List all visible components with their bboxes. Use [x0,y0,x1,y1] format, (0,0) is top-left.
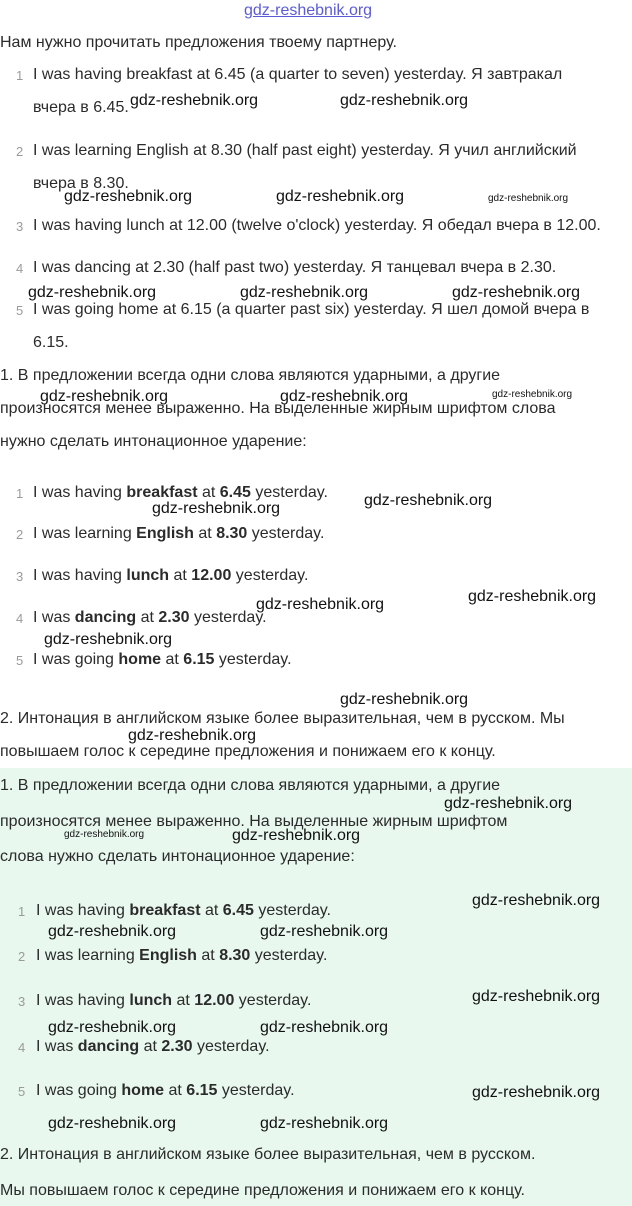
list-number: 1 [18,904,26,919]
stressed-sentence: I was dancing at 2.30 yesterday. [36,1038,270,1055]
watermark: gdz-reshebnik.org [472,892,601,909]
list-number: 3 [16,219,24,234]
rule-text: 2. Интонация в английском языке более выразительная, чем в русском. Мы [0,710,565,727]
sentence-line: 6.15. [33,334,69,351]
watermark: gdz-reshebnik.org [130,92,259,109]
watermark: gdz-reshebnik.org [256,596,385,613]
watermark: gdz-reshebnik.org [260,1019,389,1036]
stressed-sentence: I was learning English at 8.30 yesterday. [33,525,325,542]
watermark: gdz-reshebnik.org [44,631,173,648]
sentence-line: I was dancing at 2.30 (half past two) yesterday. Я танцевал вчера в 2.30. [33,259,557,276]
list-number: 1 [16,486,24,501]
sentence-line: I was having breakfast at 6.45 (a quarter to seven) yesterday. Я завтракал [33,66,563,83]
rule-text: Мы повышаем голос к середине предложения и понижаем его к концу. [0,1182,525,1199]
watermark: gdz-reshebnik.org [260,1115,389,1132]
list-number: 4 [18,1040,26,1055]
rule-text: повышаем голос к середине предложения и понижаем его к концу. [0,743,496,760]
watermark: gdz-reshebnik.org [340,92,469,109]
intro-text: Нам нужно прочитать предложения твоему партнеру. [0,34,397,51]
list-number: 5 [16,303,24,318]
rule-text: слова нужно сделать интонационное ударение: [0,848,355,865]
sentence-line: I was learning English at 8.30 (half past eight) yesterday. Я учил английский [33,142,577,159]
rule-text: произносятся менее выраженно. На выделенные жирным шрифтом слова [0,400,556,417]
stressed-sentence: I was going home at 6.15 yesterday. [33,651,292,668]
list-number: 2 [16,527,24,542]
watermark: gdz-reshebnik.org [28,284,157,301]
watermark: gdz-reshebnik.org [64,829,145,840]
sentence-line: I was going home at 6.15 (a quarter past six) yesterday. Я шел домой вчера в [33,301,590,318]
rule-text: 1. В предложении всегда одни слова являются ударными, а другие [0,777,501,794]
list-number: 3 [16,569,24,584]
watermark: gdz-reshebnik.org [128,727,257,744]
watermark: gdz-reshebnik.org [452,284,581,301]
watermark: gdz-reshebnik.org [240,284,369,301]
rule-text: 2. Интонация в английском языке более выразительная, чем в русском. [0,1146,536,1163]
list-number: 2 [18,949,26,964]
watermark: gdz-reshebnik.org [340,691,469,708]
watermark: gdz-reshebnik.org [472,1084,601,1101]
stressed-sentence: I was having breakfast at 6.45 yesterday. [33,484,328,501]
watermark: gdz-reshebnik.org [488,193,569,204]
list-number: 2 [16,144,24,159]
stressed-sentence: I was having lunch at 12.00 yesterday. [33,567,309,584]
watermark: gdz-reshebnik.org [364,492,493,509]
rule-text: 1. В предложении всегда одни слова являются ударными, а другие [0,367,501,384]
watermark: gdz-reshebnik.org [48,1019,177,1036]
rule-text: нужно сделать интонационное ударение: [0,433,307,450]
sentence-line: I was having lunch at 12.00 (twelve o'clock) yesterday. Я обедал вчера в 12.00. [33,217,601,234]
watermark: gdz-reshebnik.org [232,827,361,844]
stressed-sentence: I was dancing at 2.30 yesterday. [33,609,267,626]
list-number: 4 [16,611,24,626]
watermark: gdz-reshebnik.org [492,389,573,400]
watermark: gdz-reshebnik.org [276,188,405,205]
watermark: gdz-reshebnik.org [472,988,601,1005]
watermark: gdz-reshebnik.org [64,188,193,205]
list-number: 1 [16,68,24,83]
watermark: gdz-reshebnik.org [280,388,409,405]
stressed-sentence: I was learning English at 8.30 yesterday. [36,947,328,964]
stressed-sentence: I was having breakfast at 6.45 yesterday. [36,902,331,919]
watermark: gdz-reshebnik.org [40,388,169,405]
watermark: gdz-reshebnik.org [48,923,177,940]
list-number: 5 [18,1084,26,1099]
sentence-line: вчера в 6.45. [33,99,129,116]
list-number: 5 [16,653,24,668]
watermark: gdz-reshebnik.org [152,500,281,517]
site-header-link[interactable]: gdz-reshebnik.org [244,2,373,19]
watermark: gdz-reshebnik.org [260,923,389,940]
stressed-sentence: I was having lunch at 12.00 yesterday. [36,992,312,1009]
sentence-line: вчера в 8.30. [33,175,129,192]
list-number: 4 [16,261,24,276]
list-number: 3 [18,994,26,1009]
watermark: gdz-reshebnik.org [48,1115,177,1132]
stressed-sentence: I was going home at 6.15 yesterday. [36,1082,295,1099]
rule-text: произносятся менее выраженно. На выделенные жирным шрифтом [0,813,508,830]
watermark: gdz-reshebnik.org [468,588,597,605]
watermark: gdz-reshebnik.org [444,795,573,812]
